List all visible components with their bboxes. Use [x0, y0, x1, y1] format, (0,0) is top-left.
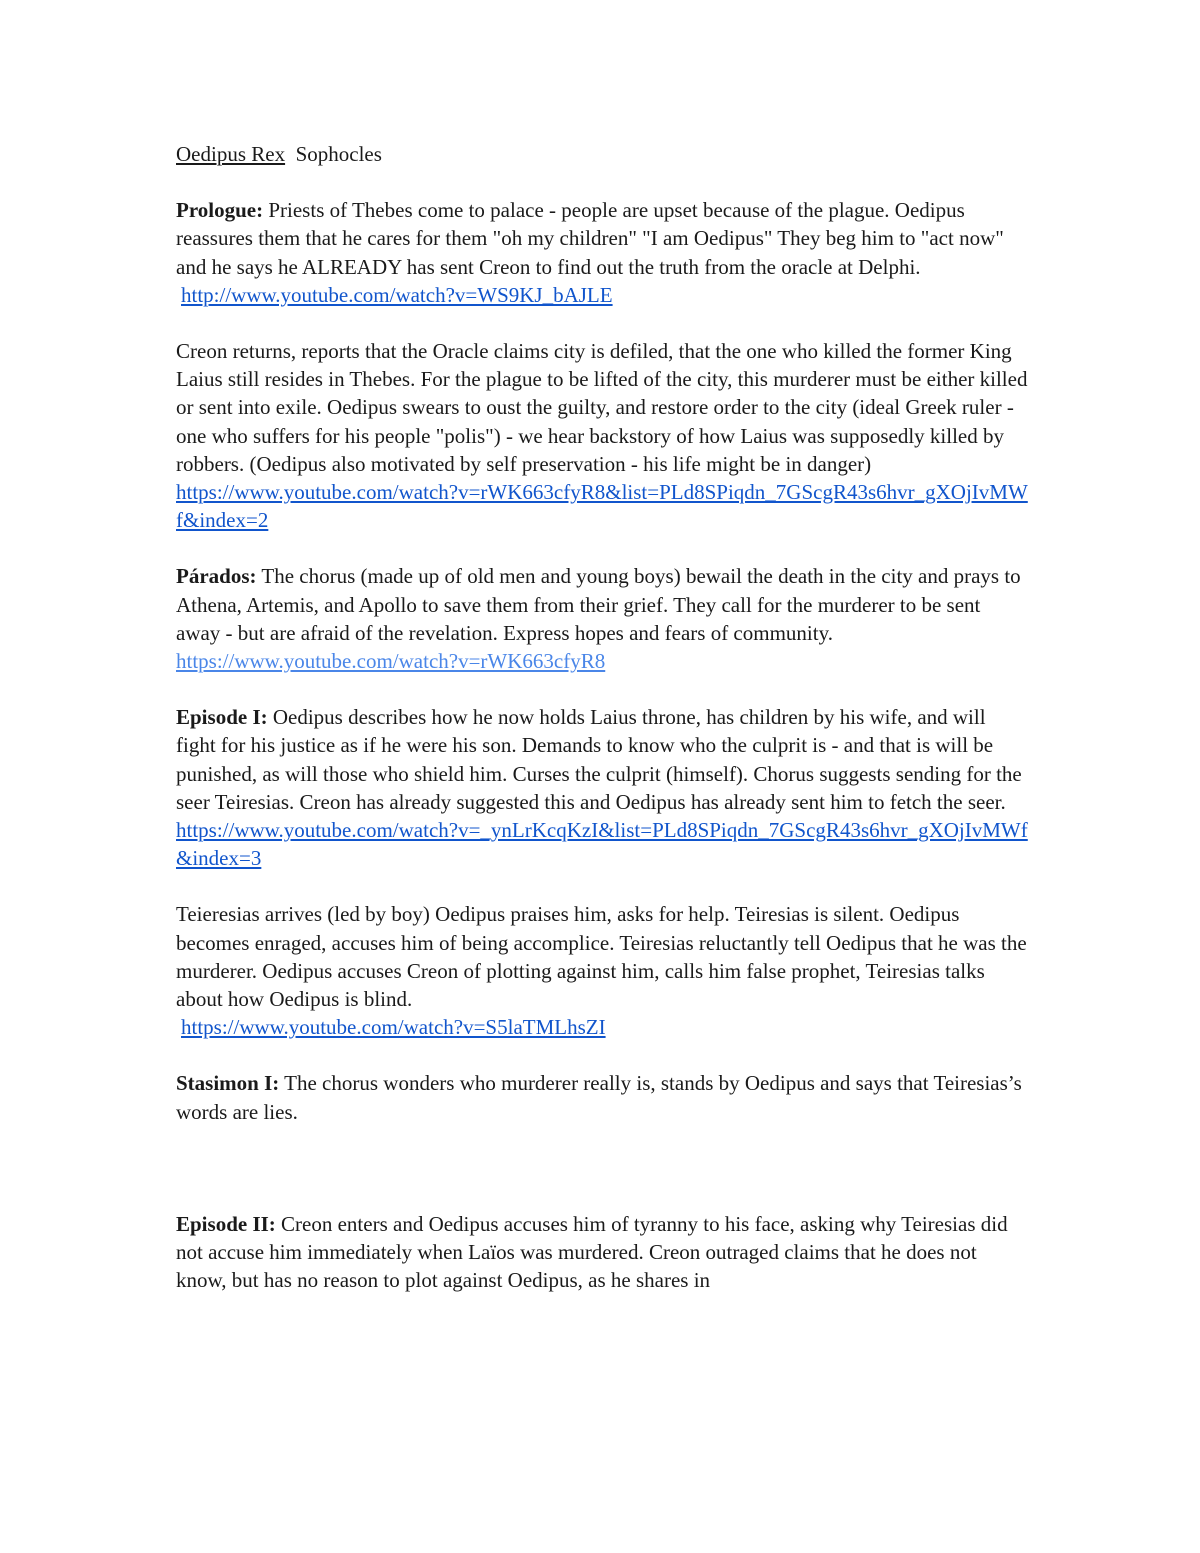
author-text: Sophocles	[295, 142, 382, 166]
link-line	[176, 816, 1028, 872]
paragraph	[176, 196, 1028, 281]
paragraph	[176, 900, 1028, 1013]
section-text: Creon enters and Oedipus accuses him of tyranny to his face, asking why Teiresias did not accuse him immediately when Laïos was murdered. Creon outraged claims that he does not know, but has no reason to plot against Oedipus, as he shares in	[176, 1211, 1008, 1293]
link-line	[176, 281, 1028, 309]
link-line	[176, 478, 1028, 534]
section-heading: Episode II:	[176, 1211, 276, 1236]
section-parados	[176, 562, 1028, 675]
document-title	[176, 140, 1028, 168]
section-text: Priests of Thebes come to palace - people are upset because of the plague. Oedipus reassures them that he cares for them "oh my children" "I am Oedipus" They beg him to "act now" and he says he ALREADY has sent Creon to find out the truth from the oracle at Delphi.	[176, 198, 1004, 279]
section-episode-2	[176, 1210, 1028, 1295]
section-heading: Stasimon I:	[176, 1071, 280, 1096]
section-creon-returns	[176, 337, 1028, 534]
section-stasimon-1	[176, 1069, 1028, 1125]
section-heading: Episode I:	[176, 705, 268, 730]
video-link[interactable]: http://www.youtube.com/watch?v=WS9KJ_bAJLE	[181, 282, 613, 307]
section-prologue	[176, 196, 1028, 309]
section-text: Teieresias arrives (led by boy) Oedipus praises him, asks for help. Teiresias is silent. Oedipus becomes enraged, accuses him of being accomplice. Teiresias reluctantly tell Oedipus that he was the murderer. Oedipus accuses Creon of plotting against him, calls him false prophet, Teiresias talks about how Oedipus is blind.	[176, 902, 1027, 1012]
blank-space	[176, 1154, 1028, 1210]
title-separator	[285, 142, 296, 166]
video-link[interactable]: https://www.youtube.com/watch?v=rWK663cfyR8&list=PLd8SPiqdn_7GScgR43s6hvr_gXOjIvMWf&index=2	[176, 480, 1028, 533]
section-teiresias	[176, 900, 1028, 1041]
link-line	[176, 1013, 1028, 1041]
section-heading: Prologue:	[176, 198, 264, 223]
paragraph	[176, 703, 1028, 816]
section-text: The chorus wonders who murderer really is, stands by Oedipus and says that Teiresias’s words are lies.	[176, 1071, 1022, 1124]
paragraph	[176, 562, 1028, 647]
link-line	[176, 647, 1028, 675]
title-text: Oedipus Rex	[176, 142, 286, 166]
paragraph	[176, 337, 1028, 478]
video-link[interactable]: https://www.youtube.com/watch?v=rWK663cfyR8	[176, 649, 606, 674]
section-episode-1	[176, 703, 1028, 872]
section-text: Oedipus describes how he now holds Laius throne, has children by his wife, and will fight for his justice as if he were his son. Demands to know who the culprit is - and that is will be punished, as will those who shield him. Curses the culprit (himself). Chorus suggests sending for the seer Teiresias. Creon has already suggested this and Oedipus has already sent him to fetch the seer.	[176, 705, 1022, 814]
video-link[interactable]: https://www.youtube.com/watch?v=S5laTMLhsZI	[181, 1015, 606, 1040]
section-text: The chorus (made up of old men and young boys) bewail the death in the city and prays to Athena, Artemis, and Apollo to save them from their grief. They call for the murderer to be sent away - but are afraid of the revelation. Express hopes and fears of community.	[176, 564, 1021, 645]
section-heading: Párados:	[176, 564, 257, 589]
section-text: Creon returns, reports that the Oracle claims city is defiled, that the one who killed the former King Laius still resides in Thebes. For the plague to be lifted of the city, this murderer must be either killed or sent into exile. Oedipus swears to oust the guilty, and restore order to the city (ideal Greek ruler - one who suffers for his people "polis") - we hear backstory of how Laius was supposedly killed by robbers. (Oedipus also motivated by self preservation - his life might be in danger)	[176, 339, 1028, 476]
paragraph	[176, 1210, 1028, 1295]
video-link[interactable]: https://www.youtube.com/watch?v=_ynLrKcqKzI&list=PLd8SPiqdn_7GScgR43s6hvr_gXOjIvMWf&index=3	[176, 818, 1028, 871]
document-body	[176, 140, 1028, 1323]
paragraph	[176, 1069, 1028, 1125]
